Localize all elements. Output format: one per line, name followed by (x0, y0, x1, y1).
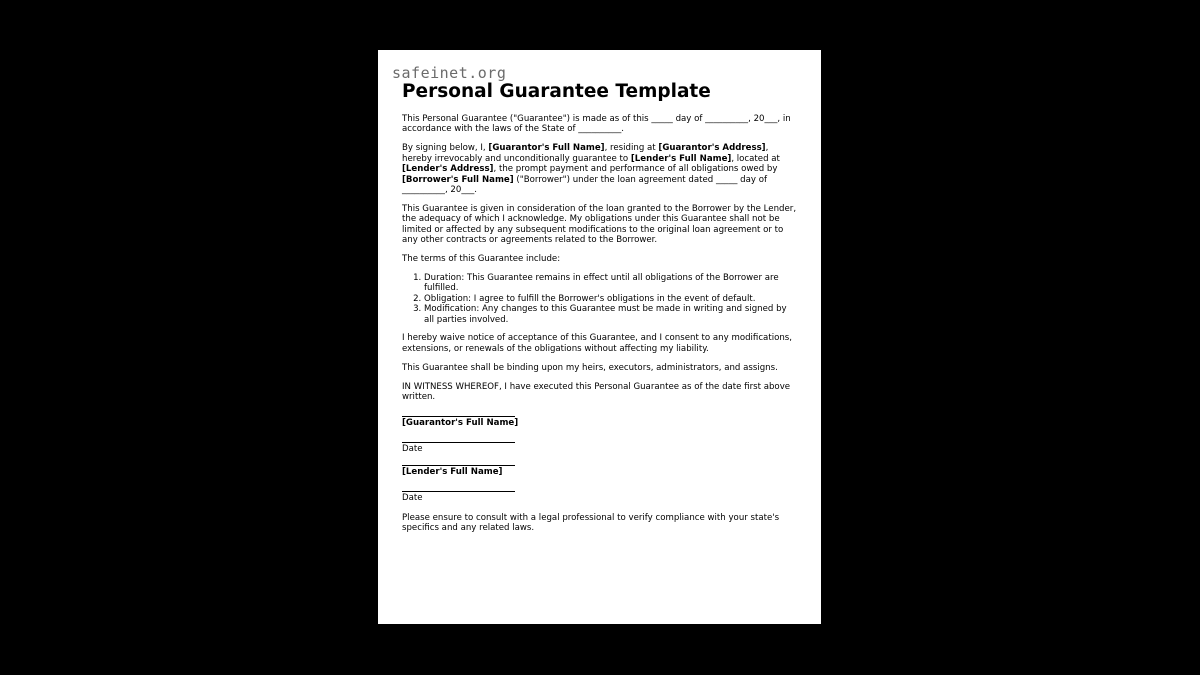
guarantor-signature-name: [Guarantor's Full Name] (402, 418, 519, 429)
signing-text-4: , located at (731, 153, 780, 164)
binding-paragraph: This Guarantee shall be binding upon my heirs, executors, administrators, and assigns. (402, 362, 778, 373)
lender-address-placeholder: [Lender's Address] (402, 164, 494, 175)
witness-paragraph: IN WITNESS WHEREOF, I have executed this Personal Guarantee as of the date first above written. (402, 381, 791, 403)
disclaimer-paragraph: Please ensure to consult with a legal professional to verify compliance with your state's specifics and any related laws. (402, 513, 780, 534)
signing-text-5: , the prompt payment and performance of all obligations owed by (493, 164, 778, 175)
guarantor-date-label: Date (402, 443, 423, 454)
signing-text-2: , residing at (604, 143, 659, 154)
watermark: safeinet.org (392, 64, 507, 82)
guarantor-address-placeholder: [Guarantor's Address] (658, 143, 766, 154)
signature-line (402, 416, 515, 417)
terms-intro: The terms of this Guarantee include: (402, 253, 561, 264)
signature-line (402, 465, 515, 466)
lender-signature-name: [Lender's Full Name] (402, 467, 503, 478)
signing-text-6: ("Borrower") under the loan agreement dated _____ day of __________, 20___. (402, 174, 767, 195)
terms-list (402, 273, 797, 325)
signing-text-1: By signing below, I, (402, 143, 489, 154)
signing-paragraph (402, 143, 797, 195)
page-title: Personal Guarantee Template (402, 81, 711, 102)
waiver-paragraph: I hereby waive notice of acceptance of this Guarantee, and I consent to any modifications, extensions, or renewals of the obligations without affecting my liability. (402, 333, 792, 354)
lender-date-label: Date (402, 492, 423, 503)
date-line (402, 442, 515, 443)
signing-text-3: , hereby irrevocably and unconditionally guarantee to (402, 143, 769, 164)
intro-paragraph: This Personal Guarantee ("Guarantee") is made as of this _____ day of __________, 20___, in accordance with the laws of the State of __________. (402, 114, 791, 135)
document-page (378, 50, 821, 624)
document-body (402, 114, 797, 534)
guarantor-name-placeholder: [Guarantor's Full Name] (488, 143, 605, 154)
borrower-name-placeholder: [Borrower's Full Name] (402, 174, 514, 185)
lender-signature-block (402, 465, 797, 503)
lender-name-placeholder: [Lender's Full Name] (630, 153, 732, 164)
list-item: 1. Duration: This Guarantee remains in effect until all obligations of the Borrower are fulfilled. (424, 273, 797, 294)
consideration-paragraph: This Guarantee is given in consideration of the loan granted to the Borrower by the Lender, the adequacy of which I acknowledge. My obligations under this Guarantee shall not be limited or affected by any subsequent modifications to the original loan agreement or to any other contracts or agreements related to the Borrower. (402, 203, 797, 246)
date-line (402, 491, 515, 492)
list-item: 3. Modification: Any changes to this Guarantee must be made in writing and signed by all parties involved. (424, 304, 797, 325)
list-item: 2. Obligation: I agree to fulfill the Borrower's obligations in the event of default. (424, 294, 797, 304)
guarantor-signature-block (402, 416, 797, 454)
